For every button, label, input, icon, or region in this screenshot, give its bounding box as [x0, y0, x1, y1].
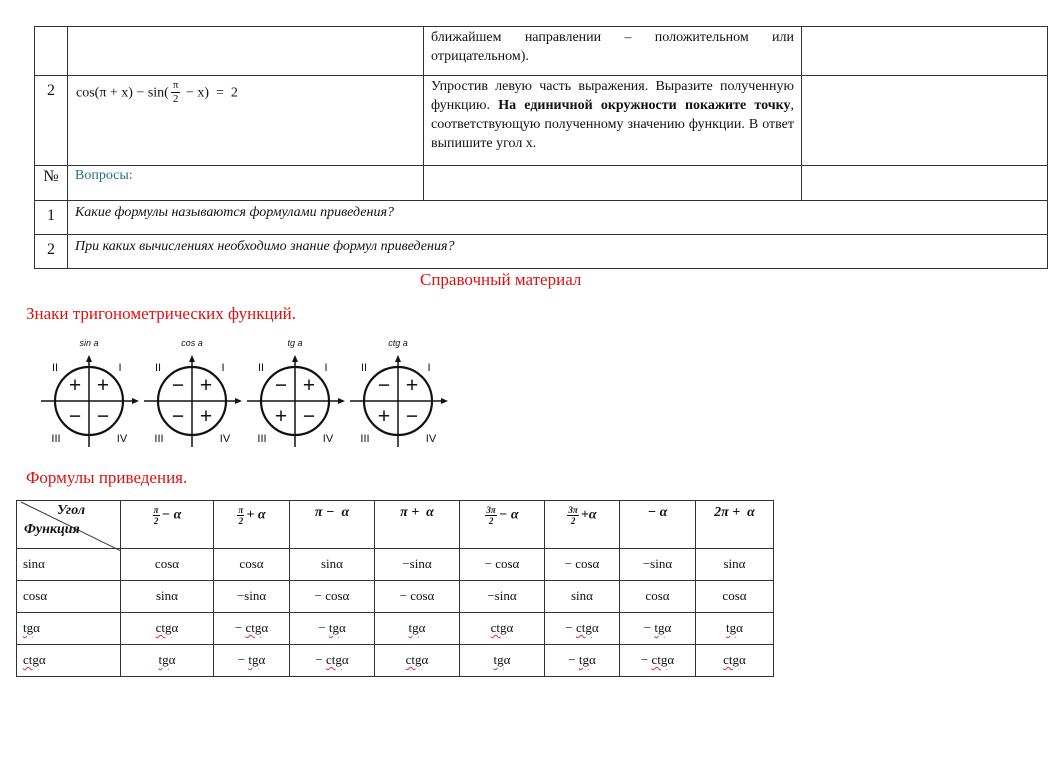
quadrant-sign: + — [96, 374, 110, 397]
formula-value: ctgα — [696, 645, 774, 677]
angle-rest: − α — [161, 507, 182, 523]
formula-value: − cosα — [290, 581, 375, 613]
formula-value: − tgα — [290, 613, 375, 645]
number-sign: № — [35, 166, 68, 201]
task-table — [34, 26, 1048, 269]
quadrant-sign: + — [199, 374, 213, 397]
questions-header-row — [35, 166, 1048, 201]
formulas-title: Формулы приведения. — [26, 468, 188, 487]
formula-value: − ctgα — [214, 613, 290, 645]
formula-value: −sinα — [460, 581, 545, 613]
function-name: tg — [578, 652, 589, 667]
formula-value: tgα — [375, 613, 460, 645]
formula-row — [17, 645, 774, 677]
quadrant-sign: + — [199, 405, 213, 428]
reference-title: Справочный материал — [420, 270, 582, 289]
angle-header — [460, 501, 545, 549]
function-name: tg — [654, 620, 665, 635]
angle-header — [696, 501, 774, 549]
angle-header — [375, 501, 460, 549]
formula-value: tgα — [121, 645, 214, 677]
task-expression — [68, 76, 424, 166]
quadrant-label: III — [360, 433, 370, 445]
angle-header — [290, 501, 375, 549]
y-axis-arrow — [395, 355, 401, 362]
formula-value: cosα — [696, 581, 774, 613]
cell-empty — [802, 27, 1048, 76]
trig-signs-diagrams — [36, 335, 451, 453]
angle-text: π − α — [314, 505, 350, 520]
x-axis-arrow — [235, 398, 242, 404]
angle-fraction — [485, 505, 496, 526]
expression-part-b: − x) = 2 — [182, 85, 238, 101]
fraction-numerator: π — [153, 505, 159, 515]
diagram-function-label: tg a — [287, 338, 303, 348]
quadrant-sign: − — [405, 405, 419, 428]
formula-value: − tgα — [545, 645, 620, 677]
formula-value: − tgα — [620, 613, 696, 645]
expression-part-a: cos(π + x) − sin( — [76, 85, 169, 101]
quadrant-sign: − — [171, 374, 185, 397]
fraction-denominator: 2 — [570, 516, 576, 526]
function-name: ctg — [155, 620, 172, 635]
function-name: ctg — [490, 620, 507, 635]
quadrant-sign: − — [274, 374, 288, 397]
cell-empty — [68, 27, 424, 76]
function-name: tg — [493, 652, 504, 667]
diagram-function-label: ctg a — [388, 338, 408, 348]
question-text: Какие формулы называются формулами приведения? — [68, 201, 1048, 235]
formula-value: −sinα — [214, 581, 290, 613]
formula-value: − cosα — [545, 549, 620, 581]
function-name: ctg — [651, 652, 668, 667]
angle-text: 2π + α — [714, 505, 755, 520]
angle-text: − α — [647, 505, 668, 520]
corner-angle-label: Угол — [57, 503, 86, 518]
function-name: tg — [726, 620, 737, 635]
fraction-numerator: 3π — [568, 505, 578, 515]
table-corner-cell — [17, 501, 121, 549]
function-name: tg — [158, 652, 169, 667]
function-name: ctg — [723, 652, 740, 667]
formula-value: − cosα — [375, 581, 460, 613]
question-row-2 — [35, 235, 1048, 269]
task-number: 2 — [35, 76, 68, 166]
cell-empty — [802, 76, 1048, 166]
quadrant-label: I — [324, 362, 328, 374]
sign-diagram — [350, 338, 448, 447]
question-number: 1 — [35, 201, 68, 235]
question-row-1 — [35, 201, 1048, 235]
function-name: ctg — [405, 652, 422, 667]
task-description-bold: На единичной окружности покажите точку — [498, 98, 791, 113]
quadrant-label: II — [51, 362, 59, 374]
sign-diagram — [247, 338, 345, 447]
function-cell: ctgα — [17, 645, 121, 677]
formula-value: − ctgα — [620, 645, 696, 677]
fraction-numerator: π — [172, 79, 179, 91]
function-cell: sinα — [17, 549, 121, 581]
question-text: При каких вычислениях необходимо знание формул приведения? — [68, 235, 1048, 269]
fraction-numerator: 3π — [486, 505, 496, 515]
x-axis-arrow — [132, 398, 139, 404]
formula-row — [17, 613, 774, 645]
angle-fraction — [153, 505, 160, 526]
task-description — [424, 76, 802, 166]
function-name: tg — [408, 620, 419, 635]
x-axis-arrow — [338, 398, 345, 404]
angle-rest: − α — [498, 507, 519, 523]
diagram-function-label: cos a — [181, 338, 203, 348]
fraction-denominator: 2 — [238, 516, 244, 526]
sign-diagram — [41, 338, 139, 447]
function-name: ctg — [23, 652, 39, 667]
formula-value: − ctgα — [290, 645, 375, 677]
questions-heading: Вопросы: — [68, 166, 424, 201]
formula-value: tgα — [696, 613, 774, 645]
quadrant-label: I — [118, 362, 122, 374]
formula-value: ctgα — [375, 645, 460, 677]
quadrant-label: II — [154, 362, 162, 374]
task-description-part-1: Упростив левую часть выражения. Выразите полученную функцию. — [431, 79, 794, 113]
diagram-function-label: sin a — [79, 338, 99, 348]
cell-empty — [424, 166, 802, 201]
reduction-formulas-table — [16, 500, 774, 677]
function-name: ctg — [325, 652, 342, 667]
formula-row — [17, 549, 774, 581]
quadrant-label: III — [257, 433, 267, 445]
quadrant-sign: + — [68, 374, 82, 397]
quadrant-label: III — [154, 433, 164, 445]
fraction-denominator: 2 — [488, 516, 494, 526]
quadrant-sign: + — [302, 374, 316, 397]
quadrant-sign: − — [171, 405, 185, 428]
sign-diagram — [144, 338, 242, 447]
formula-value: − cosα — [460, 549, 545, 581]
formula-value: sinα — [545, 581, 620, 613]
fraction-numerator: π — [238, 505, 244, 515]
quadrant-label: IV — [219, 433, 231, 445]
quadrant-sign: − — [96, 405, 110, 428]
function-name: ctg — [575, 620, 592, 635]
formula-value: ctgα — [121, 613, 214, 645]
angle-header — [620, 501, 696, 549]
quadrant-label: IV — [322, 433, 334, 445]
function-cell: cosα — [17, 581, 121, 613]
quadrant-sign: − — [302, 405, 316, 428]
corner-function-label: Функция — [24, 522, 80, 537]
function-name: tg — [248, 652, 259, 667]
formula-value: sinα — [290, 549, 375, 581]
cell-empty — [802, 166, 1048, 201]
quadrant-sign: + — [405, 374, 419, 397]
angle-header — [214, 501, 290, 549]
cell-empty — [35, 27, 68, 76]
angle-header — [545, 501, 620, 549]
formula-value: cosα — [121, 549, 214, 581]
pi-over-2-fraction — [171, 79, 181, 106]
angle-rest: + α — [246, 507, 266, 523]
formula-value: − tgα — [214, 645, 290, 677]
task-description-part-2: , соответствующую полученному значению функции. В ответ выпишите угол x. — [431, 98, 794, 151]
formula-value: −sinα — [620, 549, 696, 581]
formula-value: − ctgα — [545, 613, 620, 645]
quadrant-label: IV — [116, 433, 128, 445]
task-description-continued: ближайшем направлении – положительном или отрицательном). — [424, 27, 802, 76]
function-name: ctg — [245, 620, 262, 635]
quadrant-label: IV — [425, 433, 437, 445]
quadrant-sign: − — [377, 374, 391, 397]
function-name: tg — [23, 620, 34, 635]
quadrant-sign: + — [377, 405, 391, 428]
function-cell: tgα — [17, 613, 121, 645]
formula-header-row — [17, 501, 774, 549]
formula-value: −sinα — [375, 549, 460, 581]
question-number: 2 — [35, 235, 68, 269]
formula-value: sinα — [696, 549, 774, 581]
angle-fraction — [567, 505, 578, 526]
quadrant-sign: − — [68, 405, 82, 428]
angle-text: π + α — [400, 505, 434, 520]
fraction-denominator: 2 — [153, 516, 159, 526]
y-axis-arrow — [86, 355, 92, 362]
y-axis-arrow — [189, 355, 195, 362]
angle-header — [121, 501, 214, 549]
angle-rest: +α — [580, 507, 597, 523]
formula-value: sinα — [121, 581, 214, 613]
task-row-2 — [35, 76, 1048, 166]
x-axis-arrow — [441, 398, 448, 404]
quadrant-label: II — [257, 362, 265, 374]
formula-row — [17, 581, 774, 613]
quadrant-label: I — [427, 362, 431, 374]
function-name: tg — [328, 620, 339, 635]
y-axis-arrow — [292, 355, 298, 362]
quadrant-label: II — [360, 362, 368, 374]
formula-value: tgα — [460, 645, 545, 677]
quadrant-sign: + — [274, 405, 288, 428]
task-row-continuation — [35, 27, 1048, 76]
formula-value: ctgα — [460, 613, 545, 645]
signs-title: Знаки тригонометрических функций. — [26, 304, 297, 323]
quadrant-label: III — [51, 433, 61, 445]
formula-value: cosα — [620, 581, 696, 613]
angle-fraction — [237, 505, 244, 526]
quadrant-label: I — [221, 362, 225, 374]
formula-value: cosα — [214, 549, 290, 581]
fraction-denominator: 2 — [172, 93, 179, 105]
